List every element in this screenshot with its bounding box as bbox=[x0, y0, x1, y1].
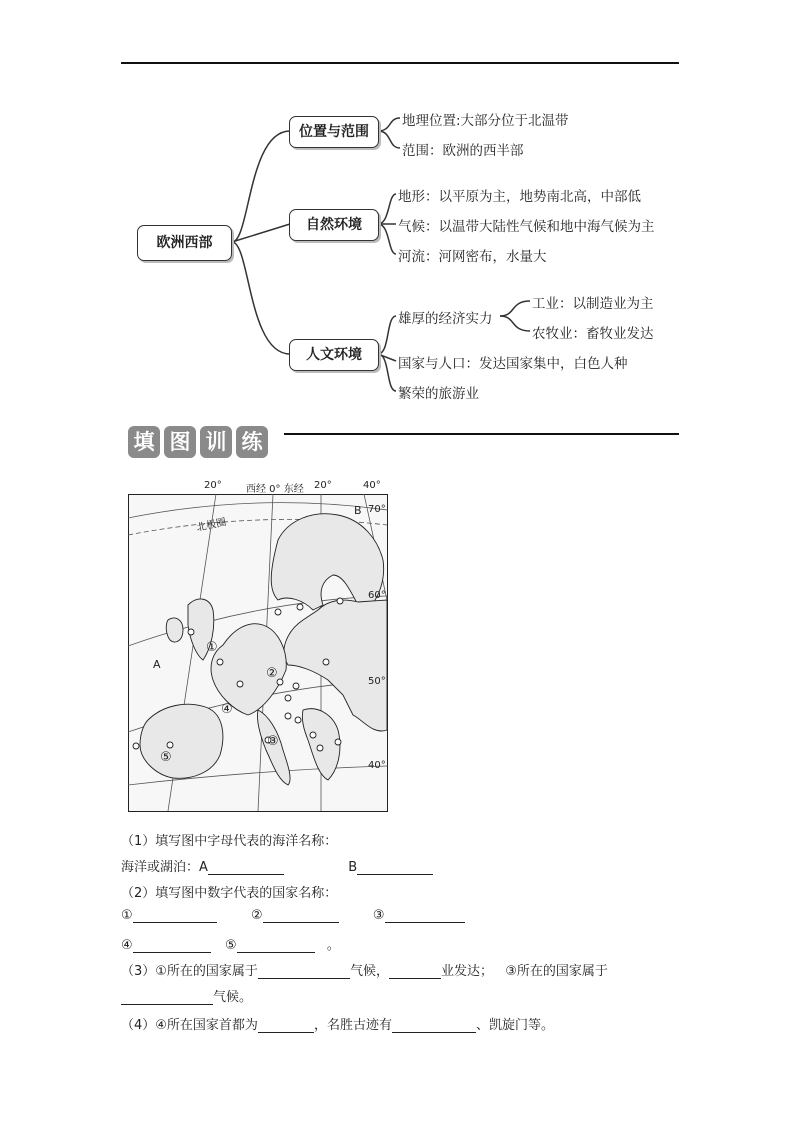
label-n4: ④ bbox=[121, 938, 133, 953]
map-lat-40: 40° bbox=[368, 760, 386, 771]
leaf-terrain: 地形：以平原为主，地势南北高，中部低 bbox=[398, 189, 641, 205]
europe-map bbox=[128, 480, 391, 813]
map-arctic-circle: 北极圈 bbox=[195, 516, 228, 534]
leaf-agriculture: 农牧业：畜牧业发达 bbox=[532, 326, 654, 342]
q3-part-b: 气候， bbox=[349, 964, 389, 979]
leaf-geo-location: 地理位置:大部分位于北温带 bbox=[402, 113, 569, 129]
period: 。 bbox=[326, 938, 340, 953]
map-letter-a: A bbox=[153, 658, 161, 671]
q4-part-b: ，名胜古迹有 bbox=[313, 1018, 392, 1033]
section-title bbox=[128, 426, 268, 458]
leaf-population: 国家与人口：发达国家集中，白色人种 bbox=[398, 356, 628, 372]
blank-country-5[interactable] bbox=[237, 938, 315, 953]
blank-capital[interactable] bbox=[258, 1018, 314, 1033]
blank-landmark[interactable] bbox=[392, 1018, 476, 1033]
map-number-5: ⑤ bbox=[160, 750, 172, 765]
label-n2: ② bbox=[250, 908, 263, 923]
q3-part-a: （3）①所在的国家属于 bbox=[121, 964, 258, 979]
blank-b[interactable] bbox=[357, 860, 433, 875]
q3-part-e: 气候。 bbox=[213, 990, 253, 1005]
map-lat-60: 60° bbox=[368, 590, 386, 601]
branch-natural-environment: 自然环境 bbox=[289, 209, 379, 241]
question-1-answer-line bbox=[121, 856, 433, 875]
section-title-char: 练 bbox=[236, 426, 268, 458]
map-number-3: ③ bbox=[267, 734, 279, 749]
blank-climate-1[interactable] bbox=[258, 964, 350, 979]
q3-part-d: ③所在的国家属于 bbox=[505, 964, 608, 979]
map-label-20e: 20° bbox=[314, 480, 332, 491]
leaf-scope: 范围：欧洲的西半部 bbox=[402, 143, 524, 159]
blank-country-3[interactable] bbox=[385, 908, 465, 923]
label-n1: ① bbox=[121, 908, 133, 923]
blank-a[interactable] bbox=[208, 860, 284, 875]
blank-country-1[interactable] bbox=[133, 908, 217, 923]
question-4 bbox=[121, 1014, 554, 1033]
map-number-4: ④ bbox=[221, 702, 233, 717]
map-number-1: ① bbox=[206, 640, 218, 655]
map-letter-b: B bbox=[354, 504, 362, 517]
section-title-char: 训 bbox=[200, 426, 232, 458]
blank-industry[interactable] bbox=[389, 964, 441, 979]
question-3-line-1 bbox=[121, 960, 608, 979]
blank-climate-3[interactable] bbox=[121, 990, 213, 1005]
question-2-line-1 bbox=[121, 908, 465, 923]
q1-label-b: B bbox=[348, 860, 358, 875]
map-number-2: ② bbox=[266, 666, 278, 681]
q1-label-a: 海洋或湖泊：A bbox=[121, 860, 208, 875]
label-n3: ③ bbox=[372, 908, 385, 923]
section-title-char: 填 bbox=[128, 426, 160, 458]
leaf-rivers: 河流：河网密布，水量大 bbox=[398, 249, 547, 265]
question-1: （1）填写图中字母代表的海洋名称： bbox=[121, 834, 338, 849]
leaf-industry: 工业：以制造业为主 bbox=[532, 296, 654, 312]
leaf-tourism: 繁荣的旅游业 bbox=[398, 386, 479, 402]
q3-part-c: 业发达； bbox=[440, 964, 493, 979]
map-lat-50: 50° bbox=[368, 676, 386, 687]
q4-part-a: （4）④所在国家首都为 bbox=[121, 1018, 258, 1033]
mind-map-root: 欧洲西部 bbox=[137, 225, 232, 261]
mind-map bbox=[0, 0, 800, 420]
leaf-economy: 雄厚的经济实力 bbox=[398, 311, 493, 327]
section-rule bbox=[284, 433, 679, 435]
map-lat-70: 70° bbox=[368, 504, 386, 515]
label-n5: ⑤ bbox=[224, 938, 237, 953]
section-title-char: 图 bbox=[164, 426, 196, 458]
map-label-40e: 40° bbox=[363, 480, 381, 491]
map-label-20w: 20° bbox=[204, 480, 222, 491]
branch-location-scope: 位置与范围 bbox=[289, 116, 379, 148]
q4-part-c: 、凯旋门等。 bbox=[475, 1018, 554, 1033]
question-3-line-2 bbox=[121, 986, 252, 1005]
map-label-prime-meridian: 西经 0° 东经 bbox=[246, 484, 304, 495]
branch-human-environment: 人文环境 bbox=[289, 339, 379, 371]
blank-country-4[interactable] bbox=[133, 938, 211, 953]
question-2-line-2 bbox=[121, 934, 340, 953]
leaf-climate: 气候：以温带大陆性气候和地中海气候为主 bbox=[398, 219, 655, 235]
question-2: （2）填写图中数字代表的国家名称： bbox=[121, 886, 338, 901]
blank-country-2[interactable] bbox=[263, 908, 339, 923]
